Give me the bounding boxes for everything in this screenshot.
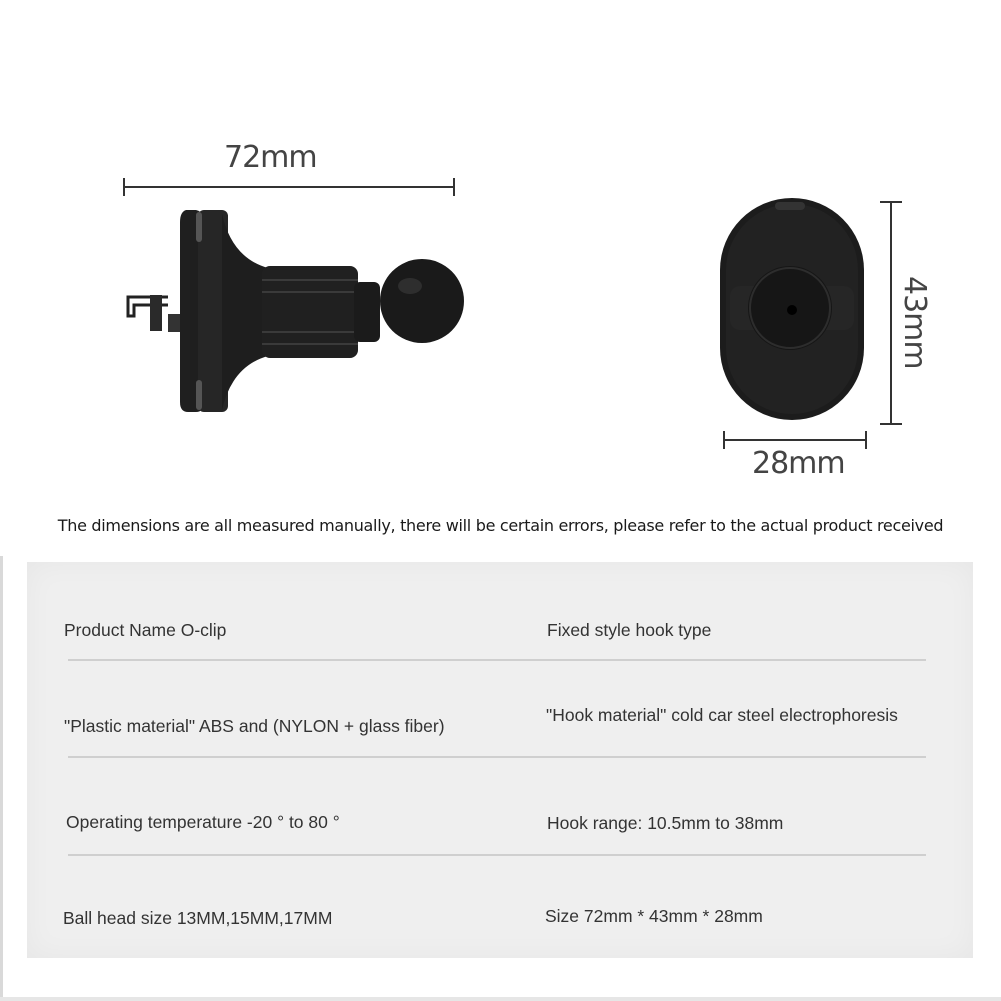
bottom-edge-line xyxy=(0,997,1001,1001)
measurement-note: The dimensions are all measured manually, there will be certain errors, please refer to the actual product received xyxy=(57,516,944,535)
spec-ball-head-size: Ball head size 13MM,15MM,17MM xyxy=(63,908,333,928)
depth-dimension-label: 28mm xyxy=(752,446,845,481)
spec-divider xyxy=(68,756,926,758)
spec-operating-temperature: Operating temperature -20 ° to 80 ° xyxy=(66,812,340,832)
height-dimension-label: 43mm xyxy=(897,276,932,369)
spec-divider xyxy=(68,854,926,856)
spec-hook-type: Fixed style hook type xyxy=(547,620,712,640)
left-edge-line xyxy=(0,556,3,1001)
spec-divider xyxy=(68,659,926,661)
spec-plastic-material: "Plastic material" ABS and (NYLON + glass fiber) xyxy=(64,716,445,736)
depth-dimension-line xyxy=(0,0,1001,500)
spec-hook-material: "Hook material" cold car steel electrophoresis xyxy=(546,705,898,725)
width-dimension-label: 72mm xyxy=(224,140,317,175)
spec-product-name: Product Name O-clip xyxy=(64,620,227,640)
spec-hook-range: Hook range: 10.5mm to 38mm xyxy=(547,813,784,833)
spec-size: Size 72mm * 43mm * 28mm xyxy=(545,906,763,926)
